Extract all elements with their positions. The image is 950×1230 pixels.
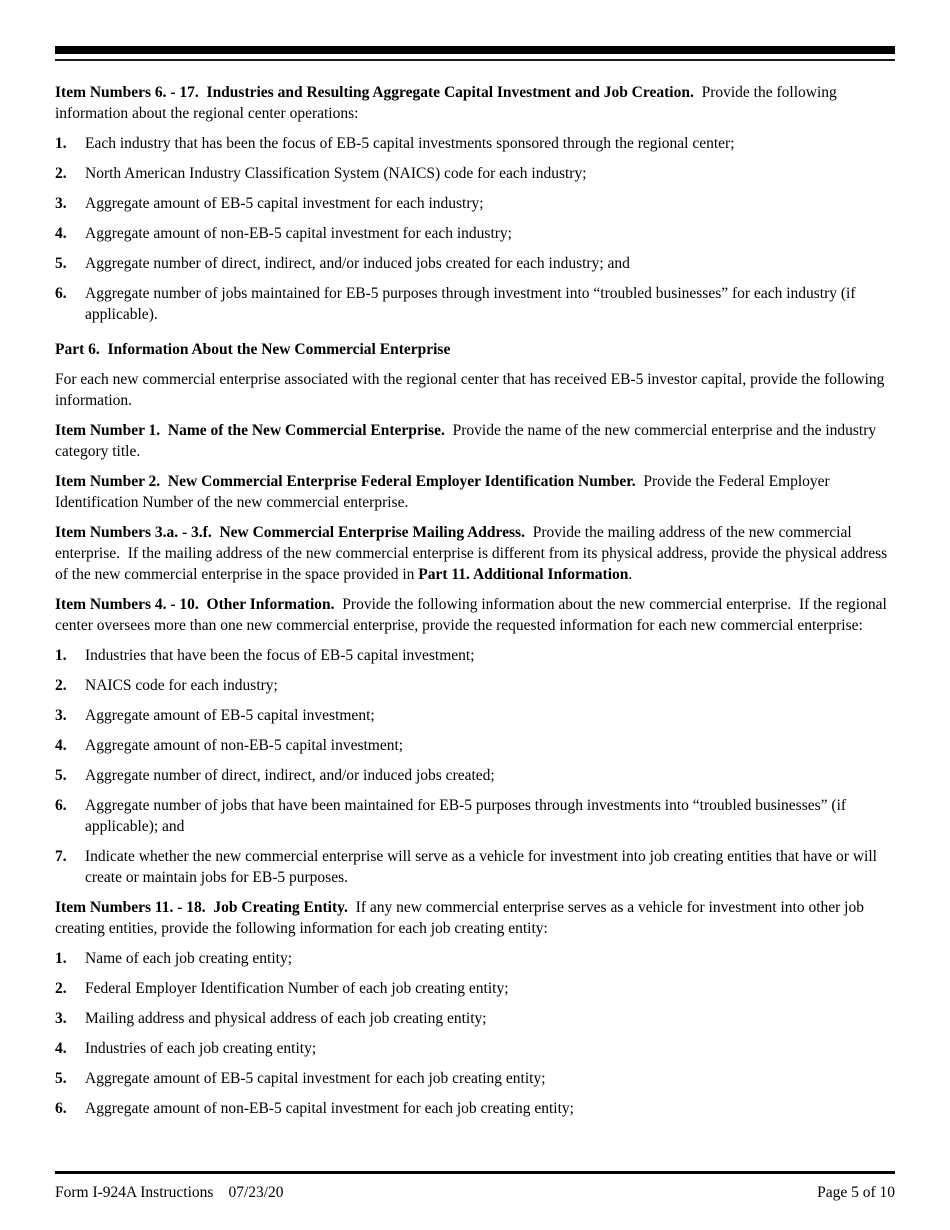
footer-page-number: Page 5 of 10 (817, 1184, 895, 1201)
page-content (55, 82, 895, 1128)
list-item (55, 283, 895, 325)
list-item (55, 846, 895, 888)
heading-normal-run: Provide the name of the new commercial enterprise and the industry category title. (55, 422, 877, 460)
list-item-number: 5. (55, 1070, 67, 1087)
list-item-number: 4. (55, 737, 67, 754)
list-item-text: Aggregate number of jobs maintained for EB-5 purposes through investment into “troubled businesses” for each industry (if applicable). (85, 285, 856, 323)
heading-bold-run: Item Number 1. Name of the New Commercial Enterprise. (55, 422, 445, 439)
list-item-text: Aggregate amount of non-EB-5 capital investment for each industry; (85, 225, 512, 242)
list-item (55, 645, 895, 666)
list-item (55, 163, 895, 184)
heading-normal-run: Provide the mailing address of the new commercial enterprise. If the mailing address of the new commercial enterprise is different from its physical address, provide the physical address of the new commercial enterprise in the space provided in (55, 524, 888, 583)
list-item (55, 1008, 895, 1029)
heading-items-6-17 (55, 82, 895, 124)
list-item (55, 1098, 895, 1119)
sentence-period: . (628, 566, 633, 583)
list-item (55, 193, 895, 214)
heading-bold-run: Item Numbers 11. - 18. Job Creating Entity. (55, 899, 348, 916)
list-item-number: 3. (55, 707, 67, 724)
list-item-number: 1. (55, 647, 67, 664)
list-new-commercial-enterprise (55, 645, 895, 888)
list-item (55, 765, 895, 786)
list-item-number: 4. (55, 1040, 67, 1057)
list-item-text: Aggregate number of jobs that have been maintained for EB-5 purposes through investments into “troubled businesses” (if applicable); and (85, 797, 847, 835)
list-regional-center-operations (55, 133, 895, 325)
footer-edition-date: 07/23/20 (228, 1184, 284, 1201)
list-item-number: 3. (55, 195, 67, 212)
heading-normal-run: If any new commercial enterprise serves as a vehicle for investment into other job creating entities, provide the following information for each job creating entity: (55, 899, 864, 937)
list-item-text: Aggregate amount of EB-5 capital investment; (85, 707, 375, 724)
list-item-number: 6. (55, 285, 67, 302)
footer-form-info (55, 1182, 284, 1203)
list-item-text: Industries of each job creating entity; (85, 1040, 317, 1057)
heading-bold-run: Item Numbers 3.a. - 3.f. New Commercial Enterprise Mailing Address. (55, 524, 525, 541)
page-footer (55, 1171, 895, 1203)
heading-normal-run: Provide the following information about the new commercial enterprise. If the regional center oversees more than one new commercial enterprise, provide the requested information for each new commercial enterprise: (55, 596, 887, 634)
list-item (55, 735, 895, 756)
heading-item-number-1 (55, 420, 895, 462)
list-item-number: 6. (55, 1100, 67, 1117)
list-item-text: Federal Employer Identification Number of each job creating entity; (85, 980, 509, 997)
list-item-text: North American Industry Classification System (NAICS) code for each industry; (85, 165, 587, 182)
list-item-number: 7. (55, 848, 67, 865)
list-item (55, 1068, 895, 1089)
list-item-text: Each industry that has been the focus of EB-5 capital investments sponsored through the regional center; (85, 135, 735, 152)
footer-form-title: Form I-924A Instructions (55, 1184, 214, 1201)
list-item-text: Aggregate number of direct, indirect, and/or induced jobs created; (85, 767, 495, 784)
list-item (55, 705, 895, 726)
list-item-number: 2. (55, 980, 67, 997)
list-item (55, 133, 895, 154)
list-item-text: Mailing address and physical address of each job creating entity; (85, 1010, 487, 1027)
list-item-number: 5. (55, 255, 67, 272)
list-item-number: 2. (55, 677, 67, 694)
list-item-number: 6. (55, 797, 67, 814)
list-item (55, 675, 895, 696)
heading-items-4-10 (55, 594, 895, 636)
list-item (55, 253, 895, 274)
list-item-number: 2. (55, 165, 67, 182)
list-item-text: Aggregate amount of non-EB-5 capital investment for each job creating entity; (85, 1100, 574, 1117)
list-item (55, 223, 895, 244)
list-job-creating-entity (55, 948, 895, 1119)
list-item-number: 4. (55, 225, 67, 242)
part-6-heading: Part 6. Information About the New Commercial Enterprise (55, 341, 451, 358)
heading-bold-run: Item Numbers 4. - 10. Other Information. (55, 596, 335, 613)
heading-items-11-18 (55, 897, 895, 939)
list-item (55, 1038, 895, 1059)
heading-items-3a-3f (55, 522, 895, 585)
list-item-text: Indicate whether the new commercial enterprise will serve as a vehicle for investment into job creating entities that have or will create or maintain jobs for EB-5 purposes. (85, 848, 877, 886)
list-item-number: 1. (55, 135, 67, 152)
heading-normal-run: Provide the following information about the regional center operations: (55, 84, 837, 122)
heading-item-number-2 (55, 471, 895, 513)
heading-bold-run: Item Number 2. New Commercial Enterprise Federal Employer Identification Number. (55, 473, 636, 490)
list-item (55, 795, 895, 837)
list-item-number: 5. (55, 767, 67, 784)
list-item-text: NAICS code for each industry; (85, 677, 278, 694)
list-item (55, 948, 895, 969)
list-item-text: Aggregate number of direct, indirect, and/or induced jobs created for each industry; and (85, 255, 630, 272)
list-item-text: Aggregate amount of EB-5 capital investment for each industry; (85, 195, 484, 212)
list-item-text: Aggregate amount of EB-5 capital investment for each job creating entity; (85, 1070, 546, 1087)
list-item-text: Aggregate amount of non-EB-5 capital investment; (85, 737, 404, 754)
part-11-reference-bold: Part 11. Additional Information (418, 566, 629, 583)
header-rule-thin (55, 59, 895, 61)
heading-bold-run: Item Numbers 6. - 17. Industries and Resulting Aggregate Capital Investment and Job Creation. (55, 84, 694, 101)
part-6-intro-paragraph: For each new commercial enterprise associated with the regional center that has received EB-5 investor capital, provide the following information. (55, 371, 885, 409)
list-item-number: 1. (55, 950, 67, 967)
heading-normal-run: Provide the Federal Employer Identification Number of the new commercial enterprise. (55, 473, 830, 511)
list-item-text: Industries that have been the focus of EB-5 capital investment; (85, 647, 475, 664)
list-item-number: 3. (55, 1010, 67, 1027)
header-rule-thick (55, 46, 895, 54)
list-item-text: Name of each job creating entity; (85, 950, 293, 967)
list-item (55, 978, 895, 999)
